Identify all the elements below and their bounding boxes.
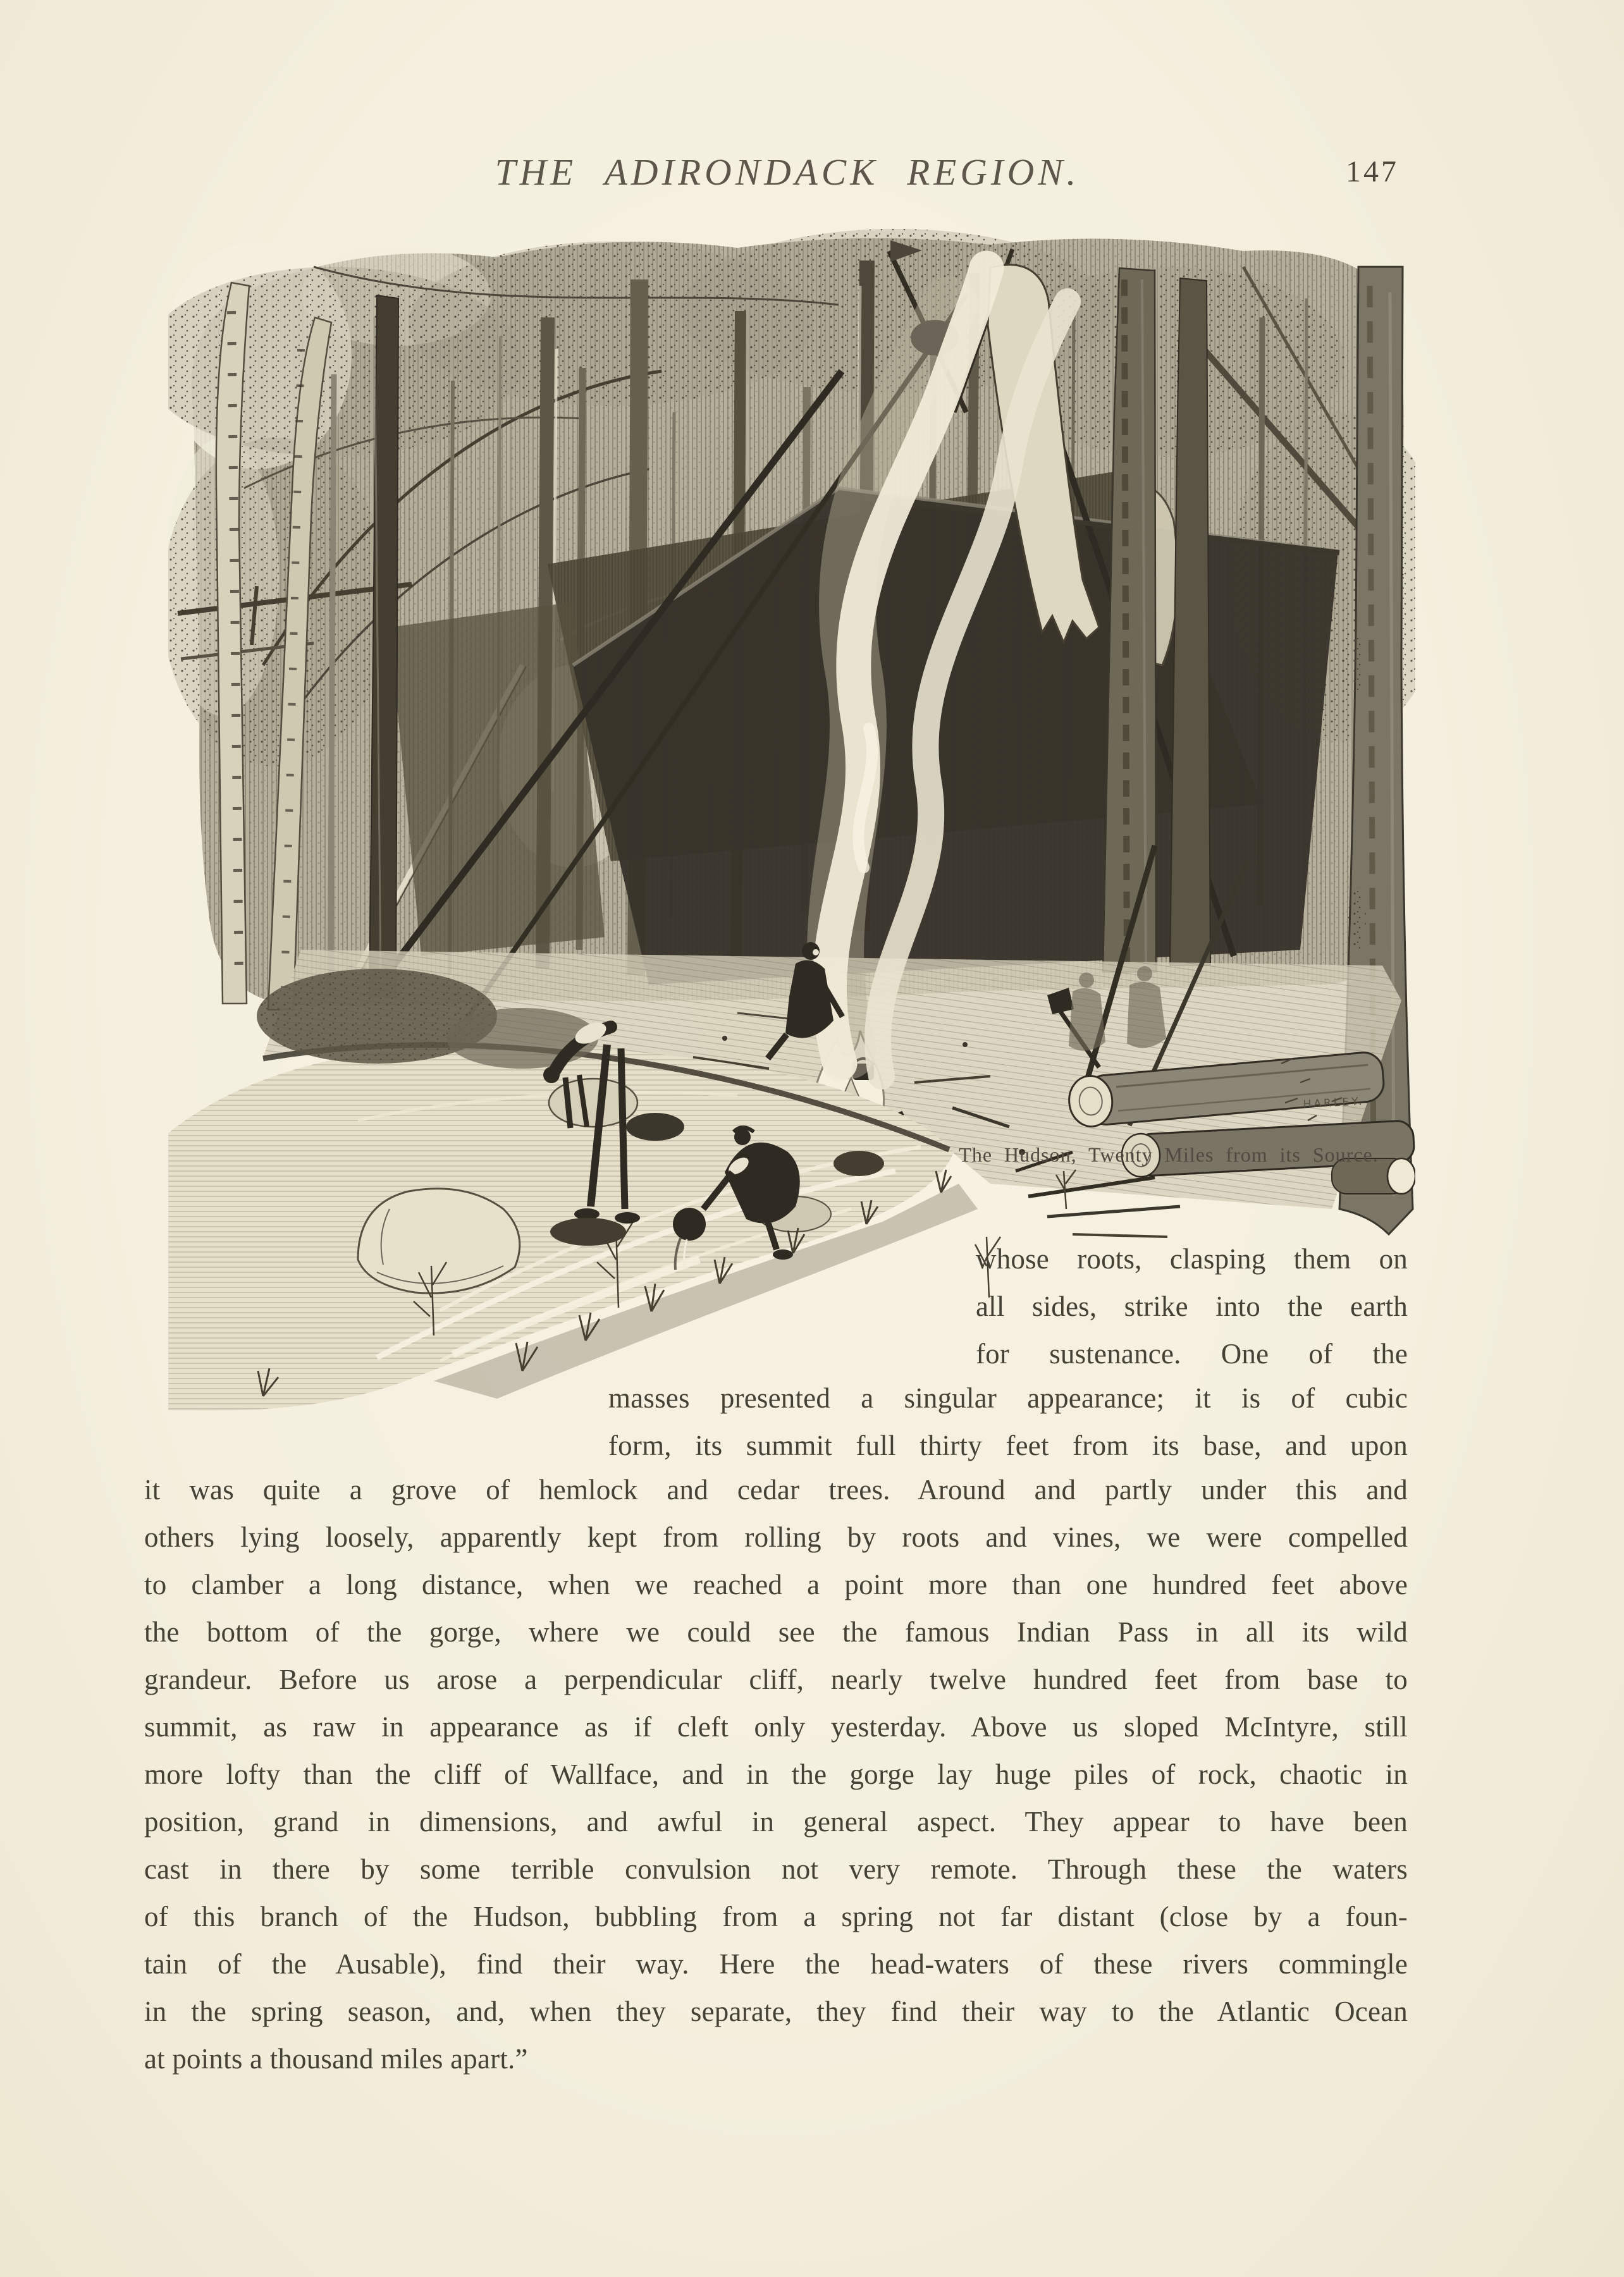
text-line: to clamber a long distance, when we reached a point more than one hundred feet above	[144, 1569, 1408, 1600]
text-line: summit, as raw in appearance as if cleft only yesterday. Above us sloped McIntyre, still	[144, 1711, 1408, 1743]
text-line: others lying loosely, apparently kept from rolling by roots and vines, we were compelled	[144, 1521, 1408, 1553]
text-line: of this branch of the Hudson, bubbling from a spring not far distant (close by a foun-	[144, 1901, 1408, 1932]
text-column-full	[144, 1466, 1408, 2083]
text-line: for sustenance. One of the	[976, 1338, 1408, 1370]
text-line: in the spring season, and, when they separate, they find their way to the Atlantic Ocean	[144, 1996, 1408, 2027]
text-line: tain of the Ausable), find their way. Here the head-waters of these rivers commingle	[144, 1948, 1408, 1980]
text-line: form, its summit full thirty feet from its base, and upon	[608, 1430, 1408, 1461]
header-title: THE ADIRONDACK REGION.	[495, 151, 1080, 193]
text-line: the bottom of the gorge, where we could see the famous Indian Pass in all its wild	[144, 1616, 1408, 1648]
text-line: all sides, strike into the earth	[976, 1291, 1408, 1322]
text-line: at points a thousand miles apart.”	[144, 2043, 528, 2075]
illustration-engraving	[168, 223, 1415, 1411]
text-column-mid	[608, 1375, 1408, 1470]
text-line: masses presented a singular appearance; it is of cubic	[608, 1382, 1408, 1414]
page-number: 147	[1346, 155, 1399, 188]
text-line: it was quite a grove of hemlock and cedar trees. Around and partly under this and	[144, 1474, 1408, 1506]
text-line: whose roots, clasping them on	[976, 1243, 1408, 1275]
running-header	[155, 150, 1420, 194]
text-line: cast in there by some terrible convulsion not very remote. Through these the waters	[144, 1853, 1408, 1885]
text-column-right	[976, 1236, 1408, 1378]
illustration-caption: The Hudson, Twenty Miles from its Source.	[959, 1143, 1379, 1166]
text-line: grandeur. Before us arose a perpendicular cliff, nearly twelve hundred feet from base to	[144, 1664, 1408, 1695]
text-line: more lofty than the cliff of Wallface, and in the gorge lay huge piles of rock, chaotic in	[144, 1758, 1408, 1790]
artist-signature: HARLEY.	[1303, 1095, 1365, 1111]
text-line: position, grand in dimensions, and awful in general aspect. They appear to have been	[144, 1806, 1408, 1838]
